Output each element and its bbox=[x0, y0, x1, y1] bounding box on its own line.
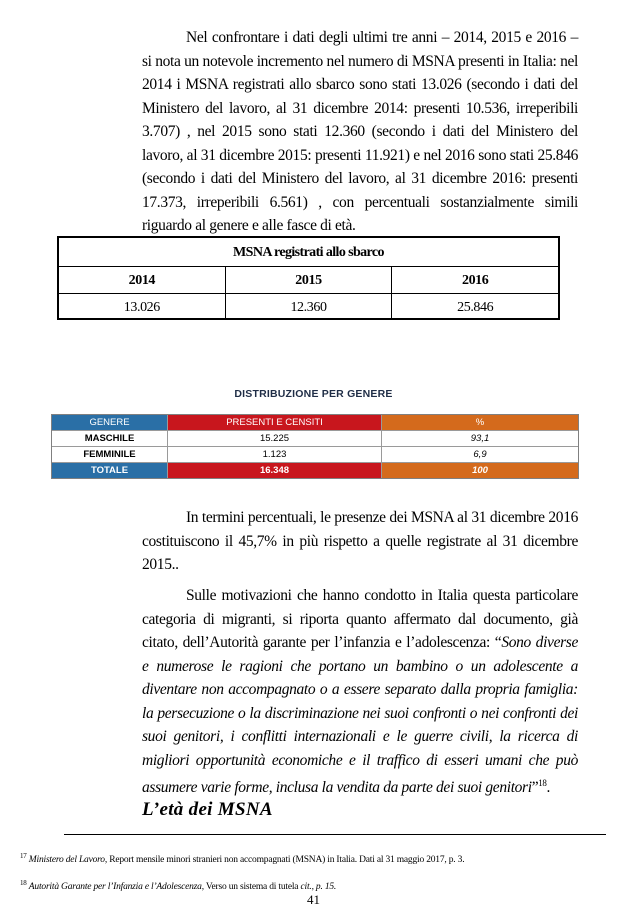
footnote-text: Report mensile minori stranieri non accompagnati (MSNA) in Italia. Dati al 31 maggio 2017, p. 3. bbox=[107, 855, 465, 866]
msna-table-title: MSNA registrati allo sbarco bbox=[233, 245, 384, 260]
gender-row-totale bbox=[52, 462, 578, 478]
footnote-number: 17 bbox=[20, 852, 27, 860]
intro-paragraph bbox=[142, 26, 578, 238]
msna-year-2014: 2014 bbox=[128, 273, 156, 288]
gender-count: 1.123 bbox=[167, 447, 381, 462]
gender-label: MASCHILE bbox=[84, 433, 135, 444]
footnote-17 bbox=[20, 850, 580, 867]
sentence-end: . bbox=[546, 779, 551, 797]
gender-row-femminile bbox=[52, 446, 578, 462]
percentage-paragraph-text: In termini percentuali, le presenze dei MSNA al 31 dicembre 2016 costituiscono il 45,7% in più rispetto a quelle registrate al 31 dicembre 2015.. bbox=[142, 509, 578, 573]
authority-quote: Sono diverse e numerose le ragioni che portano un bambino o un adolescente a diventare non accompagnato o a essere separato dalla propria famiglia: la persecuzione o la discriminazione nei suoi confronti o nei confronti dei suoi genitori, i conflitti internazionali e le guerre civili, la ricerca di migliori opportunità economiche e il traffico di esseri umani che può assumere varie forme, inclusa la vendita da parte dei suoi genitori bbox=[142, 634, 578, 797]
footnote-ref-18[interactable]: 18 bbox=[538, 778, 547, 788]
gender-header-presenti: PRESENTI E CENSITI bbox=[167, 415, 381, 430]
intro-paragraph-text: Nel confrontare i dati degli ultimi tre anni – 2014, 2015 e 2016 – si nota un notevole incremento nel numero di MSNA presenti in Italia: nel 2014 i MSNA registrati allo sbarco sono stati 13.026 (secondo i dati del Ministero del lavoro, al 31 dicembre 2014: presenti 10.536, irreperibili 3.707) , nel 2015 sono stati 12.360 (secondo i dati del Ministero del lavoro, al 31 dicembre 2015: presenti 11.921) e nel 2016 sono stati 25.846 (secondo i dati del Ministero del lavoro, al 31 dicembre 2016: presenti 17.373, irreperibili 6.561) , con percentuali sostanzialmente simili riguardo al genere e alle fasce di età. bbox=[142, 29, 578, 234]
gender-table-title: DISTRIBUZIONE PER GENERE bbox=[234, 388, 393, 400]
gender-distribution-table bbox=[51, 414, 579, 479]
msna-value-2016: 25.846 bbox=[391, 294, 558, 320]
gender-total-label: TOTALE bbox=[52, 463, 167, 478]
gender-label: FEMMINILE bbox=[83, 449, 136, 460]
footnote-source: Ministero del Lavoro, bbox=[28, 855, 108, 866]
gender-total-percent: 100 bbox=[381, 463, 578, 478]
gender-header-genere: GENERE bbox=[52, 415, 167, 430]
section-heading: L’età dei MSNA bbox=[142, 799, 273, 820]
gender-table-header-row bbox=[52, 415, 578, 430]
msna-year-2015: 2015 bbox=[225, 267, 392, 293]
percentage-paragraph bbox=[142, 506, 578, 577]
msna-table-header-row bbox=[59, 266, 558, 293]
gender-row-maschile bbox=[52, 430, 578, 446]
gender-count: 15.225 bbox=[167, 431, 381, 446]
page-number: 41 bbox=[307, 892, 320, 907]
msna-landings-table bbox=[57, 236, 560, 320]
footnote-citation: cit., p. 15. bbox=[300, 882, 337, 893]
gender-percent: 93,1 bbox=[381, 431, 578, 446]
quote-close-mark: ” bbox=[531, 779, 539, 797]
msna-value-2015: 12.360 bbox=[225, 294, 392, 320]
footnote-number: 18 bbox=[20, 879, 27, 887]
gender-percent: 6,9 bbox=[381, 447, 578, 462]
motivations-paragraph bbox=[142, 584, 578, 800]
footnote-divider bbox=[64, 834, 606, 835]
footnote-source: Autorità Garante per l’Infanzia e l’Adolescenza, bbox=[28, 882, 204, 893]
msna-table-values-row bbox=[59, 293, 558, 320]
footnote-text: Verso un sistema di tutela bbox=[203, 882, 301, 893]
gender-header-percent: % bbox=[381, 415, 578, 430]
motivations-intro: Sulle motivazioni che hanno condotto in Italia questa particolare categoria di migranti, si riporta quanto affermato dal documento, già citato, dell’Autorità garante per l’infanzia e l’adolescenza: “ bbox=[142, 587, 578, 651]
msna-year-2016: 2016 bbox=[391, 267, 558, 293]
msna-value-2014: 13.026 bbox=[123, 300, 160, 315]
gender-total-count: 16.348 bbox=[167, 463, 381, 478]
